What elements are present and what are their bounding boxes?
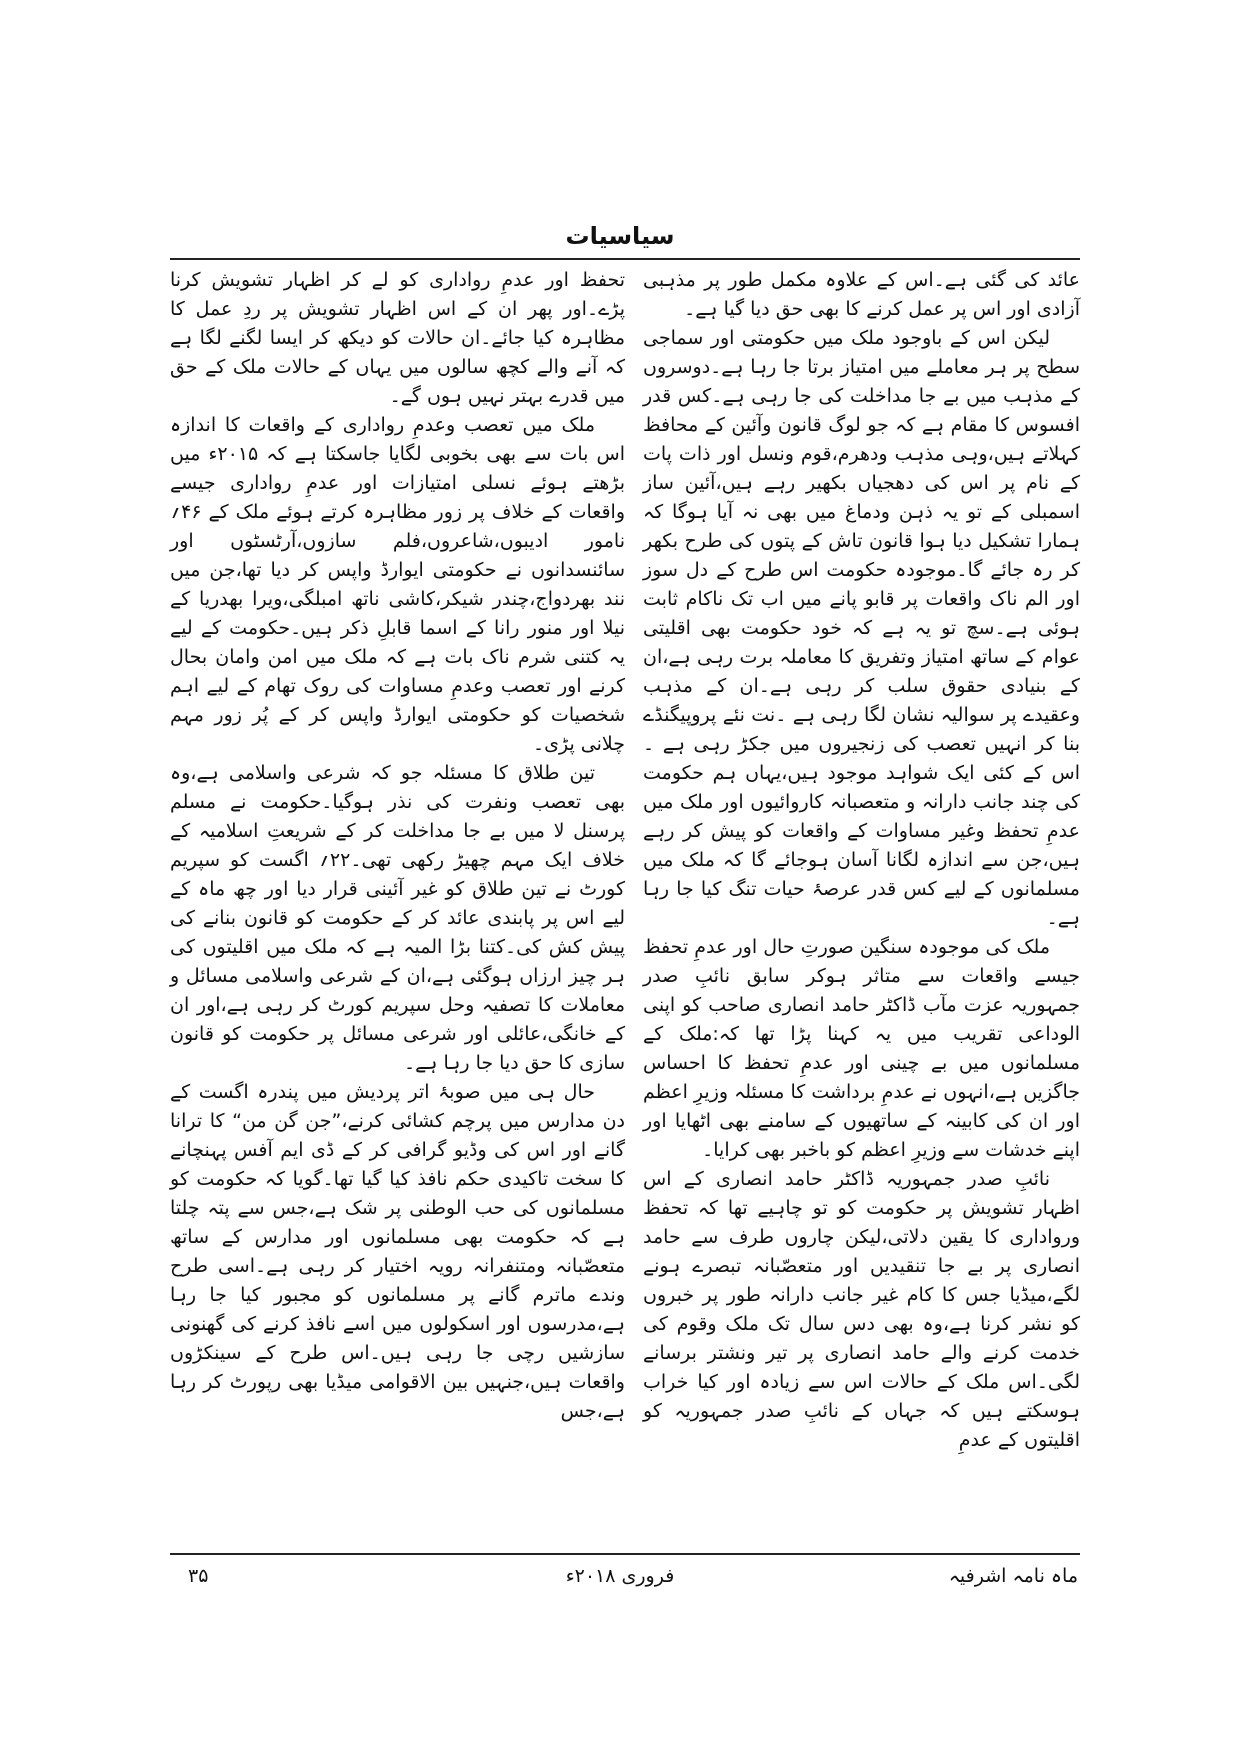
paragraph [170, 411, 625, 759]
journal-name: ماہ نامہ اشرفیہ [948, 1565, 1078, 1587]
text-line: کے ۴۶؍ نامور ادیبوں،شاعروں،فلم سازوں،آرٹسٹوں اور سائنسدانوں نے [170, 501, 626, 581]
text-line: عوام کے ساتھ امتیاز وتفریق کا معاملہ برت رہی ہے،ان کے بنیادی حقوق [643, 646, 1080, 697]
text-line: پتہ چلتا ہے کہ حکومت بھی مسلمانوں اور مدارس کے ساتھ متعصّبانہ [170, 1197, 625, 1277]
text-line: متعصبانہ کاروائیوں اور ملک میں عدمِ تحفظ وغیر مساوات کے واقعات کو [643, 791, 1080, 842]
text-line: کے حق میں قدرے بہتر نہیں ہوں گے۔ [170, 356, 625, 407]
text-line: ۔نت نئے پروپیگنڈے بنا کر انہیں تعصب کی زنجیروں میں جکڑ رہی ہے [643, 704, 1080, 755]
text-line: میں پرچم کشائی کرنے،”جن گن من“ کا ترانا گانے اور اس کی [170, 1110, 625, 1161]
text-line: لیکن اس کے باوجود ملک میں حکومتی اور سماجی سطح پر ہر معاملے میں [643, 327, 1081, 378]
text-line: بھی دس سال تک ملک وقوم کی خدمت کرنے والے حامد انصاری پر [643, 1313, 1080, 1364]
text-line: حکومتی ایوارڈ واپس کر دیا تھا،جن میں نند بھردواج،چندر شیکر،کاشی ناتھ [170, 559, 625, 610]
text-line: مسلمانوں کے لیے کس قدر عرصۂ حیات تنگ کیا جا رہا ہے۔ [643, 878, 1080, 929]
text-line: واقعات ہیں،جنہیں بین الاقوامی میڈیا بھی رپورٹ کر رہا ہے،جس [170, 1371, 625, 1422]
text-line: تھا۔گویا کہ حکومت کو مسلمانوں کی حب الوطنی پر شک ہے،جس سے [170, 1168, 625, 1219]
text-line: کے اس اظہار تشویش پر ردِ عمل کا مظاہرہ کیا جائے۔ان حالات کو دیکھ [170, 298, 625, 349]
text-line: اور شرعی مسائل پر حکومت کو قانون سازی کا حق دیا جا رہا ہے۔ [170, 1023, 625, 1074]
text-line: بھی اٹھایا اور اپنے خدشات سے وزیرِ اعظم کو باخبر بھی کرایا۔ [643, 1110, 1080, 1161]
text-line: ۔اس کے کئی ایک شواہد موجود ہیں،یہاں ہم حکومت کی چند جانب دارانہ و [643, 733, 1081, 813]
text-line: امبلگی،ویرا بھدریا کے نیلا اور منور رانا کے اسما قابلِ ذکر ہیں۔حکومت کے [170, 588, 625, 639]
paragraph [170, 266, 625, 411]
text-line: صاحب کو اپنی الوداعی تقریب میں یہ کہنا پڑا تھا کہ:ملک کے مسلمانوں [643, 994, 1080, 1074]
paragraph [170, 1078, 625, 1426]
text-line: ملک میں تعصب وعدمِ رواداری کے واقعات کا اندازہ اس بات [170, 414, 625, 465]
right-column [643, 266, 1080, 1455]
text-line: تحفظ اور عدمِ رواداری کو لے کر اظہار تشویش کرنا پڑے۔اور پھر ان [170, 269, 625, 320]
text-line: وڈیو گرافی کر کے ڈی ایم آفس پہنچانے کا سخت تاکیدی حکم نافذ کیا گیا [170, 1139, 626, 1190]
paragraph [643, 1165, 1080, 1455]
text-line: کی نذر ہوگیا۔حکومت نے مسلم پرسنل لا میں بے جا مداخلت کر کے [170, 791, 625, 842]
text-line: سے بھی بخوبی لگایا جاسکتا ہے کہ ۲۰۱۵ء میں بڑھتے ہوئے نسلی امتیازات [170, 443, 626, 494]
text-line: کہلاتے ہیں،وہی مذہب ودھرم،قوم ونسل اور ذات پات کے نام پر اس کی [643, 443, 1080, 494]
text-line: اور عدمِ رواداری جیسے واقعات کے خلاف پر زور مظاہرہ کرتے ہوئے ملک [170, 472, 625, 523]
text-line: میں بے چینی اور عدمِ تحفظ کا احساس جاگزیں ہے،انہوں نے عدمِ [643, 1052, 1081, 1103]
header-divider [170, 258, 1080, 260]
text-line: مسلمانوں کو مجبور کیا جا رہا ہے،مدرسوں اور اسکولوں میں اسے نافذ [170, 1284, 625, 1335]
text-line: ومتنفرانہ رویہ اختیار کر رہی ہے۔اسی طرح وندے ماترم گانے پر [170, 1255, 626, 1306]
text-line: تین طلاق کا مسئلہ جو کہ شرعی واسلامی ہے،وہ بھی تعصب ونفرت [170, 762, 625, 813]
paragraph [643, 266, 1080, 324]
text-line: آیا ہوگا کہ ہمارا تشکیل دیا ہوا قانون تاش کے پتوں کی طرح بکھر کر رہ جائے [643, 501, 1081, 581]
text-line: کورٹ نے تین طلاق کو غیر آئینی قرار دیا اور چھ ماہ کے لیے اس پر پابندی [170, 878, 625, 929]
text-line: تعصب وعدمِ مساوات کی روک تھام کے لیے اہم شخصیات کو حکومتی [170, 675, 626, 726]
text-line: تیر ونشتر برسانے لگی۔اس ملک کے حالات اس سے زیادہ اور کیا [643, 1342, 1080, 1393]
paragraph [170, 759, 625, 1078]
text-line: کر ایسا لگنے لگا ہے کہ آنے والے کچھ سالوں میں یہاں کے حالات ملک [170, 327, 625, 378]
text-line: میں اب تک ناکام ثابت ہوئی ہے۔سچ تو یہ ہے کہ خود حکومت بھی اقلیتی [643, 588, 1080, 639]
text-line: معاملات کا تصفیہ وحل سپریم کورٹ کر رہی ہے،اور ان کے خانگی،عائلی [170, 994, 626, 1045]
text-line: عائد کی گئی ہے۔اس کے علاوہ مکمل طور پر مذہبی آزادی اور اس پر عمل [643, 269, 1080, 320]
text-line: طرف سے حامد انصاری پر بے جا تنقیدیں اور متعصّبانہ تبصرے ہونے [643, 1226, 1080, 1277]
text-line: سلب کر رہی ہے۔ان کے مذہب وعقیدے پر سوالیہ نشان لگا رہی ہے [643, 675, 1080, 726]
text-line: شریعتِ اسلامیہ کے خلاف ایک مہم چھیڑ رکھی تھی۔۲۲؍ اگست کو سپریم [170, 820, 625, 871]
text-line: ملک کی موجودہ سنگین صورتِ حال اور عدمِ تحفظ جیسے واقعات [643, 936, 1080, 987]
text-line: حال ہی میں صوبۂ اتر پردیش میں پندرہ اگست کے دن مدارس [170, 1081, 625, 1132]
text-line: کرنے کا بھی حق دیا گیا ہے۔ [684, 298, 903, 320]
text-line: گا۔موجودہ حکومت اس طرح کے دل سوز اور الم ناک واقعات پر قابو پانے [643, 559, 1080, 610]
text-line: حکومت کو تو چاہیے تھا کہ تحفظ ورواداری کا یقین دلاتی،لیکن چاروں [643, 1197, 1080, 1248]
text-line: برداشت کا مسئلہ وزیرِ اعظم اور ان کی کابینہ کے ساتھیوں کے سامنے [643, 1081, 1080, 1132]
issue-date: فروری ۲۰۱۸ء [565, 1565, 675, 1587]
text-line: خراب ہوسکتے ہیں کہ جہاں کے نائبِ صدر جمہوریہ کو اقلیتوں کے عدمِ [643, 1371, 1080, 1451]
text-line: لیے یہ کتنی شرم ناک بات ہے کہ ملک میں امن وامان بحال کرنے اور [170, 617, 626, 697]
text-line: ہے۔کس قدر افسوس کا مقام ہے کہ جو لوگ قانون وآئین کے محافظ [643, 385, 1080, 436]
paragraph [643, 324, 1080, 933]
text-line: نائبِ صدر جمہوریہ ڈاکٹر حامد انصاری کے اس اظہار تشویش پر [643, 1168, 1080, 1219]
section-title: سیاسیات [565, 222, 675, 250]
text-line: پیش کر رہے ہیں،جن سے اندازہ لگانا آسان ہوجائے گا کہ ملک میں [643, 820, 1080, 871]
left-column [170, 266, 625, 1426]
text-line: کرنے کی گھنونی سازشیں رچی جا رہی ہیں۔اس طرح کے سینکڑوں [170, 1313, 625, 1364]
text-line: عائد کر کے حکومت کو قانون بنانے کی پیش کش کی۔کتنا بڑا المیہ ہے کہ ملک [170, 907, 625, 958]
footer-divider [170, 1553, 1080, 1555]
text-line: میں اقلیتوں کی ہر چیز ارزاں ہوگئی ہے،ان کے شرعی واسلامی مسائل و [170, 936, 625, 987]
page-number: ۳۵ [188, 1565, 209, 1587]
text-line: سے متاثر ہوکر سابق نائبِ صدر جمہوریہ عزت مآب ڈاکٹر حامد انصاری [643, 965, 1080, 1016]
text-line: دھجیاں بکھیر رہے ہیں،آئین ساز اسمبلی کے تو یہ ذہن ودماغ میں بھی نہ [643, 472, 1080, 523]
text-line: ایوارڈ واپس کر کے پُر زور مہم چلانی پڑی۔ [170, 704, 625, 755]
text-line: امتیاز برتا جا رہا ہے۔دوسروں کے مذہب میں بے جا مداخلت کی جا رہی [643, 356, 1080, 407]
paragraph [643, 933, 1080, 1165]
text-line: لگے،میڈیا جس کا کام غیر جانب دارانہ طور پر خبروں کو نشر کرنا ہے،وہ [643, 1284, 1080, 1335]
